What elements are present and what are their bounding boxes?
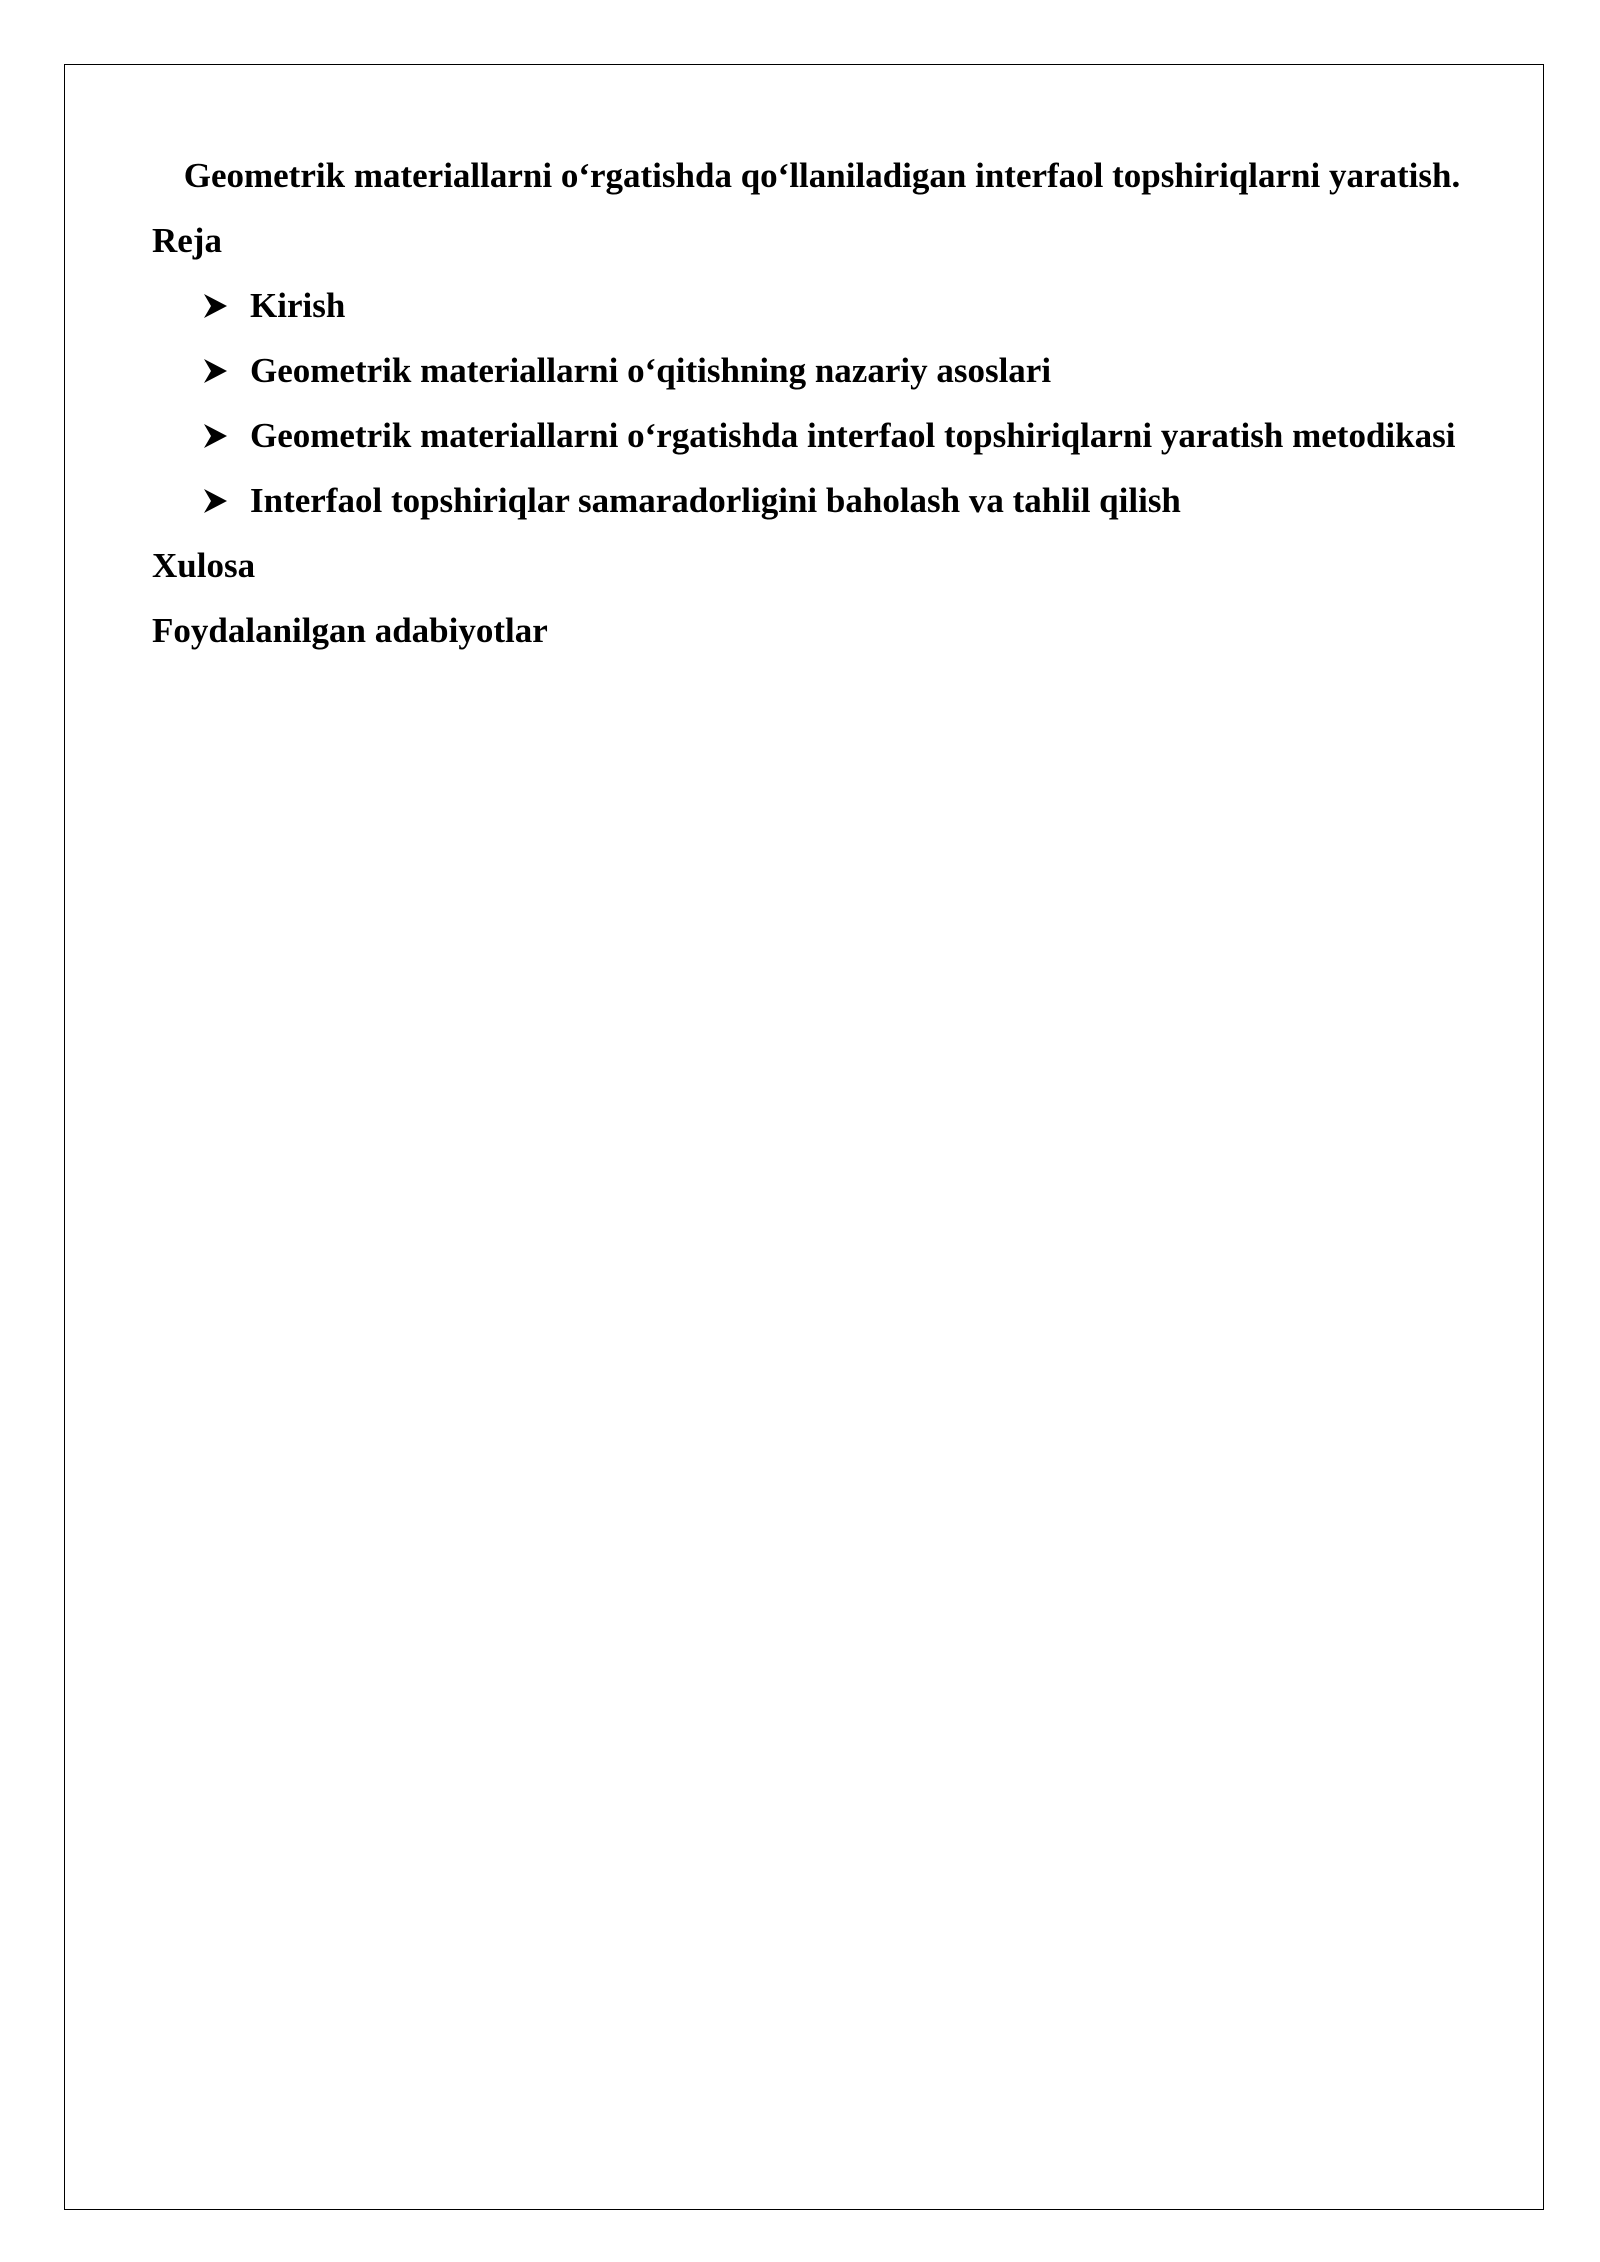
plan-item-label: Interfaol topshiriqlar samaradorligini baholash va tahlil qilish — [250, 481, 1181, 520]
plan-item-label: Geometrik materiallarni o‘qitishning nazariy asoslari — [250, 351, 1052, 390]
plan-item-theory — [152, 338, 1492, 403]
plan-item-evaluation — [152, 468, 1492, 533]
arrowhead-bullet-icon — [202, 338, 232, 403]
references-heading: Foydalanilgan adabiyotlar — [152, 611, 548, 650]
document-body — [152, 143, 1492, 663]
plan-item-label: Geometrik materiallarni o‘rgatishda interfaol topshiriqlarni yaratish metodikasi — [250, 416, 1456, 455]
arrowhead-bullet-icon — [202, 468, 232, 533]
arrowhead-bullet-icon — [202, 403, 232, 468]
document-title: Geometrik materiallarni o‘rgatishda qo‘llaniladigan interfaol topshiriqlarni yaratish. — [183, 156, 1461, 195]
plan-list — [152, 273, 1492, 533]
arrowhead-bullet-icon — [202, 273, 232, 338]
conclusion-heading: Xulosa — [152, 546, 256, 585]
plan-item-label: Kirish — [250, 286, 346, 325]
plan-item-introduction — [152, 273, 1492, 338]
plan-item-methodology — [152, 403, 1492, 468]
plan-heading: Reja — [152, 221, 222, 260]
